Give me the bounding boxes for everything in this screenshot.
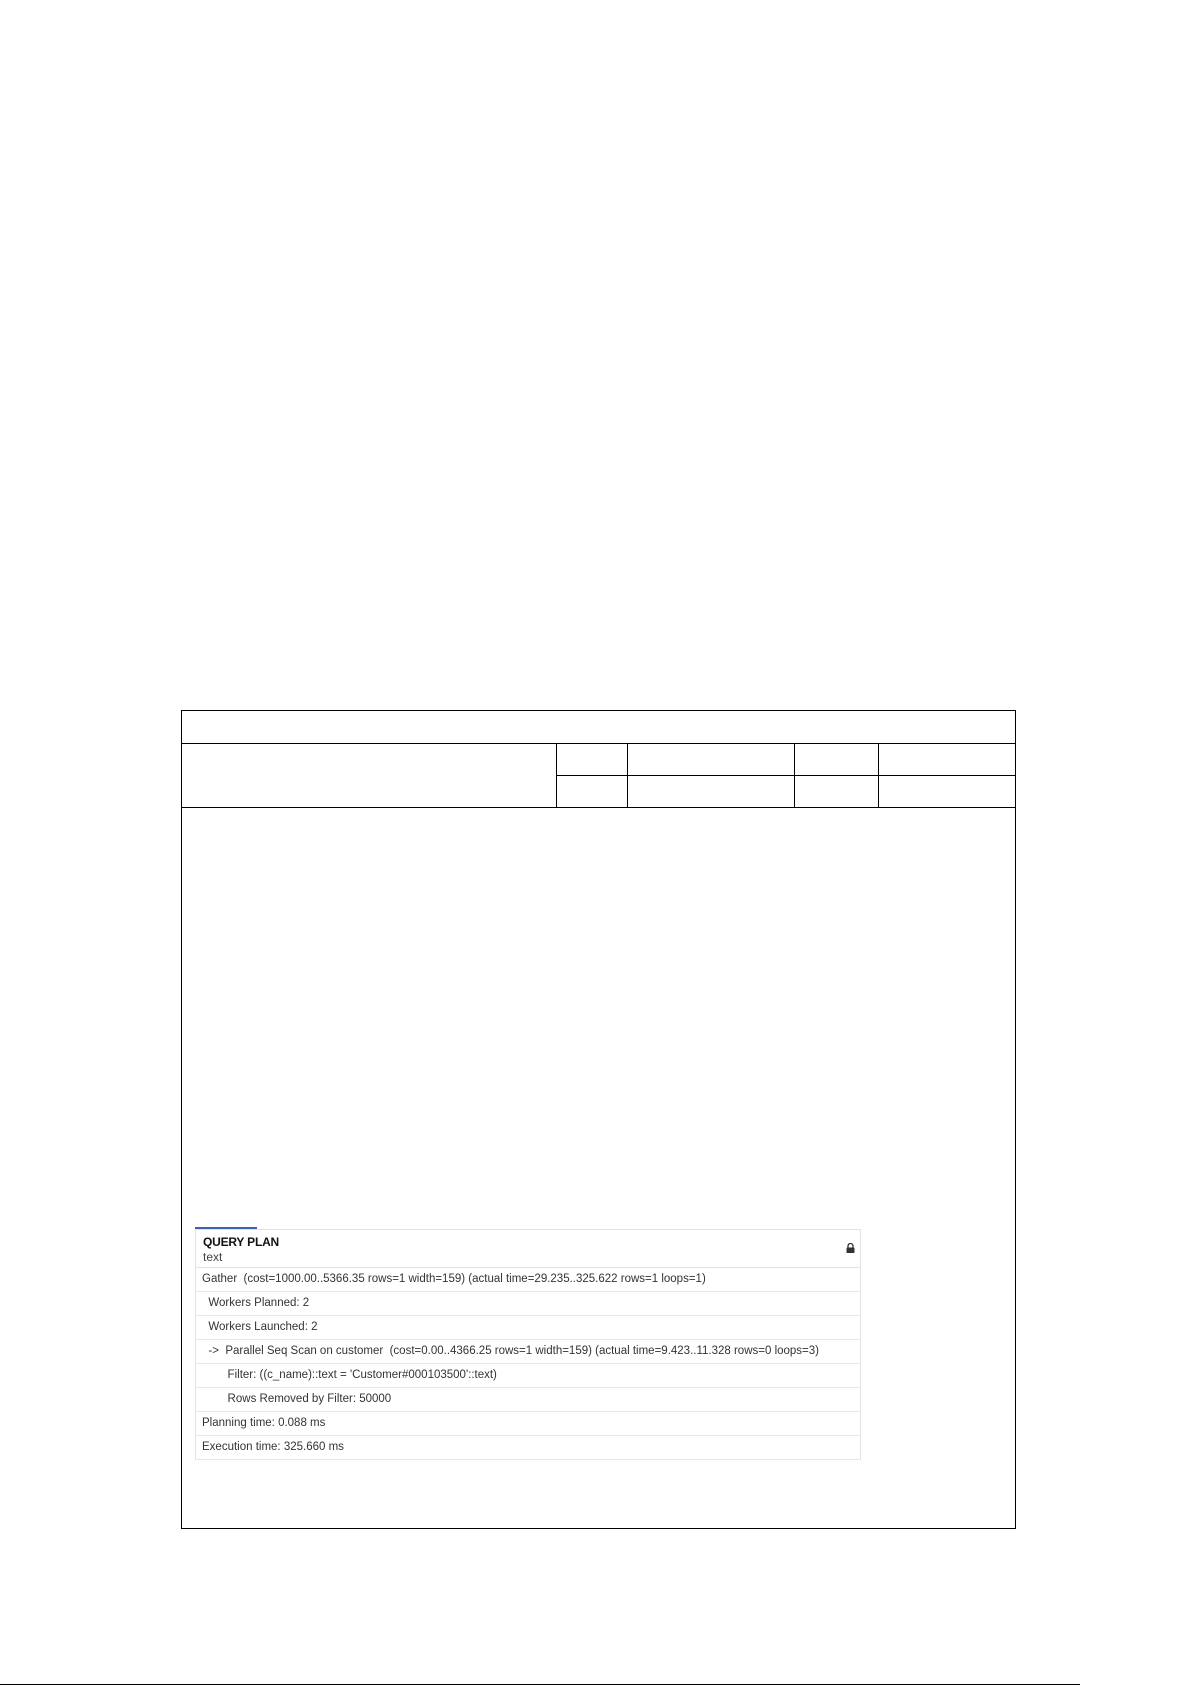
plan-line: Execution time: 325.660 ms	[202, 1441, 344, 1453]
table-row[interactable]	[195, 1340, 861, 1364]
plan-line: Filter: ((c_name)::text = 'Customer#000103500'::text)	[202, 1369, 497, 1381]
table-row[interactable]	[195, 1292, 861, 1316]
table-cell-divider	[794, 743, 795, 807]
plan-line: Gather (cost=1000.00..5366.35 rows=1 width=159) (actual time=29.235..325.622 rows=1 loops=1)	[202, 1273, 706, 1285]
table-row[interactable]	[195, 1268, 861, 1292]
table-cell-divider	[627, 743, 628, 807]
table-row-divider	[556, 775, 1015, 776]
table-row[interactable]	[195, 1436, 861, 1460]
table-cell-divider	[556, 743, 557, 807]
table-row-divider	[182, 743, 1015, 744]
plan-line: -> Parallel Seq Scan on customer (cost=0.00..4366.25 rows=1 width=159) (actual time=9.423..11.328 rows=0 loops=3)	[202, 1345, 819, 1357]
table-row[interactable]	[195, 1316, 861, 1340]
query-plan-grid	[195, 1227, 863, 1457]
plan-line: Workers Planned: 2	[202, 1297, 310, 1309]
table-row[interactable]	[195, 1388, 861, 1412]
column-title: QUERY PLAN	[203, 1235, 280, 1249]
query-plan-column-header[interactable]	[195, 1229, 861, 1268]
plan-line: Workers Launched: 2	[202, 1321, 318, 1333]
table-cell-divider	[878, 743, 879, 807]
column-type: text	[203, 1250, 223, 1264]
lock-icon	[846, 1243, 855, 1253]
table-row[interactable]	[195, 1412, 861, 1436]
plan-line: Planning time: 0.088 ms	[202, 1417, 326, 1429]
plan-line: Rows Removed by Filter: 50000	[202, 1393, 392, 1405]
table-row[interactable]	[195, 1364, 861, 1388]
table-row-divider	[182, 807, 1015, 808]
